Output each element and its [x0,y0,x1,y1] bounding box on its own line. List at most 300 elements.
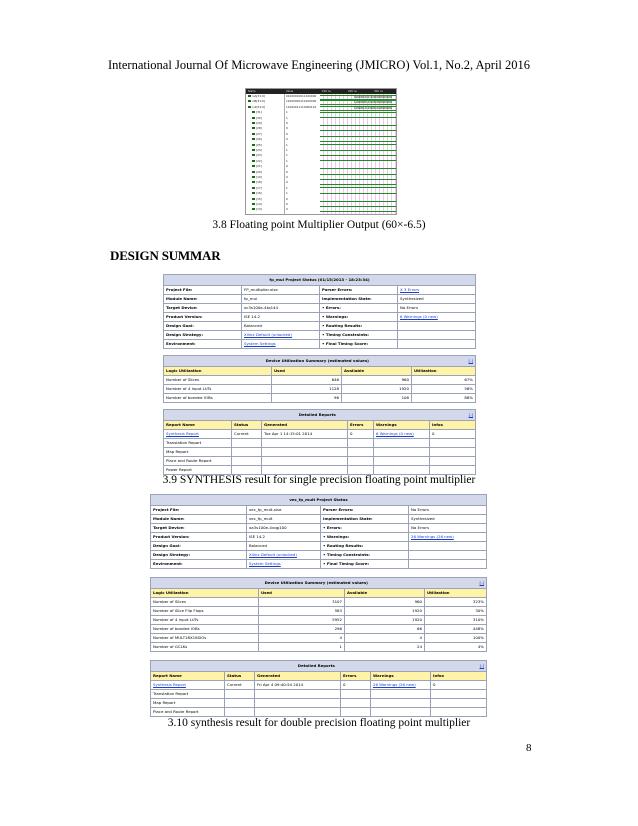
table-cell: 0 [348,430,374,439]
signal-name[interactable] [252,149,262,152]
status-value: Balanced [247,542,321,551]
table-cell: 4 [345,634,425,643]
table-cell [225,699,255,708]
report-row [164,439,476,448]
figure-3-9-report [163,274,476,475]
table-cell: 1128 [272,385,342,394]
collapse-toggle[interactable]: [-] [479,580,484,585]
signal-icon [252,176,255,178]
utilization-row [151,634,487,643]
signal-name-text: [19] [256,175,262,179]
table-cell[interactable]: 26 Warnings (26 new) [371,681,431,690]
table-cell [255,690,341,699]
utilization-row [151,598,487,607]
simulation-waveform [245,88,397,215]
project-status-row [151,542,487,551]
table-cell: Place and Route Report [164,457,232,466]
table-cell: 0 [431,681,487,690]
project-status-row [151,524,487,533]
bus-waveform [320,95,396,100]
column-header: Warnings [374,421,430,430]
status-label: • Timing Constraints: [320,331,398,340]
signal-name[interactable] [252,160,262,163]
signal-name-text: [13] [256,207,262,212]
column-header: Generated [262,421,348,430]
signal-icon [252,122,255,124]
status-label: Target Device: [151,524,247,533]
table-cell: 58% [412,385,476,394]
utilization-row [151,607,487,616]
bus-value: 1100001111000011000000000 [354,106,393,110]
status-label: Design Goal: [151,542,247,551]
signal-value: 1 [286,153,288,158]
collapse-toggle[interactable]: [-] [468,358,473,363]
column-header: Warnings [371,672,431,681]
utilization-title [151,578,487,589]
bit-waveform [320,125,396,126]
table-cell: Number of 4 input LUTs [164,385,272,394]
journal-header: International Journal Of Microwave Engineering (JMICRO) Vol.1, No.2, April 2016 [107,58,531,72]
signal-name[interactable] [252,165,262,168]
status-value: xc3s100e-4tq144 [242,304,320,313]
time-marker-3: 300 ns [374,90,383,93]
status-label: Parser Errors: [320,286,398,295]
bit-waveform [320,179,396,180]
reports-title [164,410,476,421]
column-header: Infos [430,421,476,430]
signal-icon [252,187,255,189]
utilization-title-text: Device Utilization Summary (estimated values) [264,580,368,585]
table-cell [232,448,262,457]
table-cell [255,699,341,708]
reports-title [151,661,487,672]
status-value: ISE 14.2 [247,533,321,542]
column-header: Available [342,367,412,376]
status-value [398,331,476,340]
signal-value: 01000010011100000 [286,94,317,98]
signal-name-text: [22] [256,158,262,163]
signal-name[interactable] [252,198,262,201]
signal-icon [252,192,255,194]
status-label: Environment: [151,560,247,569]
status-value[interactable]: System Settings [247,560,321,569]
status-value [398,340,476,349]
signal-icon [248,106,251,108]
table-cell: 0 [430,430,476,439]
table-cell [348,457,374,466]
status-label: Target Device: [164,304,242,313]
signal-icon [248,100,251,102]
signal-name[interactable] [252,181,262,184]
reports-title-text: Detailed Reports [297,663,335,668]
project-status-table [150,494,487,569]
signal-name[interactable] [252,171,262,174]
status-value[interactable]: X 3 Errors [398,286,476,295]
table-cell [431,699,487,708]
table-cell[interactable]: 6 Warnings (0 new) [374,430,430,439]
bus-value: 0100001001110000000000000 [354,96,393,99]
table-cell [262,448,348,457]
utilization-title-row [164,356,476,367]
column-header: Logic Utilization [151,589,259,598]
status-label: Project File: [164,286,242,295]
column-header: Available [345,589,425,598]
project-status-row [164,286,476,295]
column-header: Errors [341,672,371,681]
signal-value: 1 [286,158,288,163]
signal-name[interactable] [252,144,262,147]
table-cell: Number of Slice Flip Flops [151,607,259,616]
signal-name-text: [18] [256,180,262,185]
table-cell [371,699,431,708]
status-value: vec_fp_mult [247,515,321,524]
signal-icon [252,138,255,140]
bit-waveform [320,130,396,131]
utilization-row [151,625,487,634]
column-header: Logic Utilization [164,367,272,376]
signal-icon [252,165,255,167]
bit-waveform [320,193,396,194]
utilization-title [164,356,476,367]
time-marker-1: 100 ns [322,90,331,93]
status-value [398,322,476,331]
signal-icon [252,127,255,129]
bit-waveform [320,136,396,137]
signal-value: 0 [286,137,288,142]
table-cell: 67% [412,376,476,385]
signal-name-text: [24] [256,148,262,152]
column-header: Generated [255,672,341,681]
table-cell [348,439,374,448]
bit-waveform [320,168,396,169]
status-value: xa3s100e-4vqg100 [247,524,321,533]
status-label: Implementation State: [321,515,409,524]
status-label: Project File: [151,506,247,515]
status-value [409,560,487,569]
signal-icon [252,171,255,173]
signal-icon [252,208,255,210]
utilization-row [164,385,476,394]
reports-column-header-row [164,421,476,430]
table-cell [371,708,431,717]
table-cell [430,439,476,448]
bit-waveform [320,160,396,161]
signal-value: 11000011110000110 [286,104,317,109]
table-cell: Tue Apr 1 14:15:01 2014 [262,430,348,439]
signal-name-text: inB[31:0] [252,99,265,104]
table-cell: 108 [342,394,412,403]
utilization-column-header-row [151,589,487,598]
status-label: Product Version: [164,313,242,322]
report-row [164,457,476,466]
project-status-row [151,506,487,515]
project-status-row [164,313,476,322]
table-cell: Number of bonded IOBs [151,625,259,634]
detailed-reports-table [163,409,476,475]
status-label: Product Version: [151,533,247,542]
table-cell: 30% [425,607,487,616]
signal-name[interactable] [252,187,262,190]
report-row [151,708,487,717]
status-value: vec_fp_mult.xise [247,506,321,515]
table-cell: 960 [342,376,412,385]
signal-name-text: [28] [256,126,262,131]
signal-value: 1 [286,110,288,115]
signal-name-text: [31] [256,110,262,115]
signal-icon [252,133,255,135]
bit-waveform [320,144,396,145]
table-cell: 1920 [342,385,412,394]
utilization-row [151,643,487,652]
column-header: Status [232,421,262,430]
table-cell [374,457,430,466]
signal-value: 0 [286,196,288,201]
status-value: No Errors [409,524,487,533]
table-cell: 646 [272,376,342,385]
signal-value: 1 [286,142,288,147]
report-row [151,681,487,690]
status-label: Module Name: [164,295,242,304]
status-label: • Final Timing Score: [320,340,398,349]
column-header: Status [225,672,255,681]
status-label: • Timing Constraints: [321,551,409,560]
report-row [151,699,487,708]
reports-column-header-row [151,672,487,681]
table-cell: Translation Report [164,439,232,448]
bit-waveform [320,150,396,151]
signal-name-text: [17] [256,185,262,190]
column-header: Infos [431,672,487,681]
signal-name[interactable] [252,133,262,136]
signal-name[interactable] [248,95,265,98]
signal-value: 1 [286,185,288,190]
bit-waveform [320,117,396,118]
status-label: • Errors: [321,524,409,533]
table-cell: 88% [412,394,476,403]
table-cell: Place and Route Report [151,708,225,717]
project-status-row [164,340,476,349]
signal-name[interactable] [252,122,262,125]
signal-icon [248,95,251,97]
signal-value: 0 [286,202,288,206]
bit-waveform [320,141,396,142]
utilization-column-header-row [164,367,476,376]
status-value [409,551,487,560]
bit-waveform [320,174,396,175]
project-status-row [151,533,487,542]
status-value: Synthesized [409,515,487,524]
signal-name-text: [27] [256,131,262,136]
figure-3-10-caption: 3.10 synthesis result for double precision floating point multiplier [167,717,471,729]
table-cell: 448% [425,625,487,634]
detailed-reports-table [150,660,487,717]
waveform-area [320,94,396,214]
table-cell [225,690,255,699]
table-cell: 66 [345,625,425,634]
table-cell [341,690,371,699]
table-cell [430,448,476,457]
signal-name-text: [30] [256,115,262,120]
value-column-header: Value [286,90,294,93]
table-cell: 24 [345,643,425,652]
signal-name[interactable] [248,106,265,109]
table-cell: Number of 4 input LUTs [151,616,259,625]
signal-name-text: [20] [256,169,262,174]
utilization-row [164,376,476,385]
column-header: Utilization [425,589,487,598]
bus-value: 1100000011010000000000000 [354,101,393,105]
figure-3-10-report [150,494,487,717]
signal-name[interactable] [252,138,262,141]
section-heading: DESIGN SUMMAR [110,248,221,263]
signal-name-text: out[31:0] [252,104,266,109]
status-value: Synthesized [398,295,476,304]
signal-name[interactable] [252,127,262,130]
collapse-toggle[interactable]: [-] [479,663,485,668]
table-cell [262,457,348,466]
signal-value: 1 [286,148,288,152]
table-cell [232,457,262,466]
status-value[interactable]: 26 Warnings (26 new) [409,533,487,542]
project-status-row [151,560,487,569]
table-cell: Number of Slices [151,598,259,607]
bit-waveform [320,187,396,188]
table-cell [430,457,476,466]
signal-value: 11000000110100000 [286,99,317,104]
table-cell[interactable]: Synthesis Report [151,681,225,690]
reports-title-text: Detailed Reports [298,412,336,417]
status-value [409,542,487,551]
table-cell [431,708,487,717]
signal-icon [252,111,255,113]
device-utilization-table [150,577,487,652]
status-label: • Warnings: [320,313,398,322]
reports-title-row [164,410,476,421]
figure-3-9-caption: 3.9 SYNTHESIS result for single precision floating point multiplier [162,474,476,486]
table-cell [371,690,431,699]
status-value[interactable]: System Settings [242,340,320,349]
report-row [151,690,487,699]
figure-3-8-caption: 3.8 Floating point Multiplier Output (60×-6.5) [212,219,426,231]
signal-name[interactable] [252,117,262,120]
table-cell: Translation Report [151,690,225,699]
status-label: • Routing Results: [320,322,398,331]
table-cell: 323% [425,598,487,607]
signal-name[interactable] [252,111,262,114]
signal-value: 0 [286,126,288,131]
status-label: Parser Errors: [321,506,409,515]
table-cell: 100% [425,634,487,643]
table-cell: Power Report [164,466,232,475]
signal-name-text: [25] [256,142,262,147]
column-header: Used [272,367,342,376]
signal-name[interactable] [248,100,265,103]
report-row [164,430,476,439]
column-header: Utilization [412,367,476,376]
status-value[interactable]: Xilinx Default (unlocked) [247,551,321,560]
signal-value: 1 [286,115,288,120]
table-cell: 1920 [345,607,425,616]
column-header: Report Name [151,672,225,681]
bus-waveform [320,106,396,111]
status-label: Environment: [164,340,242,349]
status-label: Module Name: [151,515,247,524]
signal-value-column [284,94,321,214]
status-label: Design Goal: [164,322,242,331]
bit-waveform [320,201,396,202]
table-cell: 5952 [259,616,345,625]
table-cell: 96 [272,394,342,403]
status-value: FP_multiplier.xise [242,286,320,295]
signal-name[interactable] [252,176,262,179]
table-cell [341,699,371,708]
table-cell: Fri Apr 4 09:40:54 2014 [255,681,341,690]
table-cell[interactable]: Synthesis Report [164,430,232,439]
table-cell [374,448,430,457]
column-header: Errors [348,421,374,430]
signal-name-text: [21] [256,164,262,169]
signal-value: 0 [286,121,288,125]
signal-value: 0 [286,180,288,185]
table-cell [262,439,348,448]
bit-waveform [320,211,396,212]
status-value: No Errors [409,506,487,515]
signal-value: 0 [286,169,288,174]
table-cell: Number of MULT18X18SIOs [151,634,259,643]
device-utilization-table [163,355,476,403]
status-value[interactable]: Xilinx Default (unlocked) [242,331,320,340]
signal-name[interactable] [252,203,262,206]
signal-value: 0 [286,175,288,179]
table-cell [232,439,262,448]
project-status-title-row [164,275,476,286]
table-cell: 4 [259,634,345,643]
signal-name-text: inA[31:0] [252,94,265,98]
table-cell: Number of bonded IOBs [164,394,272,403]
status-value: Balanced [242,322,320,331]
time-marker-2: 200 ns [348,90,357,93]
reports-title-row [151,661,487,672]
signal-icon [252,144,255,146]
collapse-toggle[interactable]: [-] [468,412,474,417]
status-value: No Errors [398,304,476,313]
signal-name[interactable] [252,192,262,195]
table-cell: 1920 [345,616,425,625]
signal-name-text: [29] [256,121,262,125]
signal-value: 0 [286,131,288,136]
table-cell [255,708,341,717]
project-status-title: fp_mul Project Status (01/15/2013 - 18:23:34) [164,275,476,286]
table-cell [348,448,374,457]
status-label: Implementation State: [320,295,398,304]
table-cell: Map Report [151,699,225,708]
signal-name-text: [23] [256,153,262,158]
bit-waveform [320,112,396,113]
report-row [164,448,476,457]
table-cell: 3107 [259,598,345,607]
table-cell: Map Report [164,448,232,457]
page-number: 8 [526,742,532,754]
signal-name[interactable] [252,154,262,157]
table-cell: 583 [259,607,345,616]
utilization-row [164,394,476,403]
signal-icon [252,203,255,205]
signal-name[interactable] [252,208,262,211]
signal-name-text: [15] [256,196,262,201]
status-value[interactable]: 6 Warnings (0 new) [398,313,476,322]
utilization-title-row [151,578,487,589]
table-cell: 296 [259,625,345,634]
